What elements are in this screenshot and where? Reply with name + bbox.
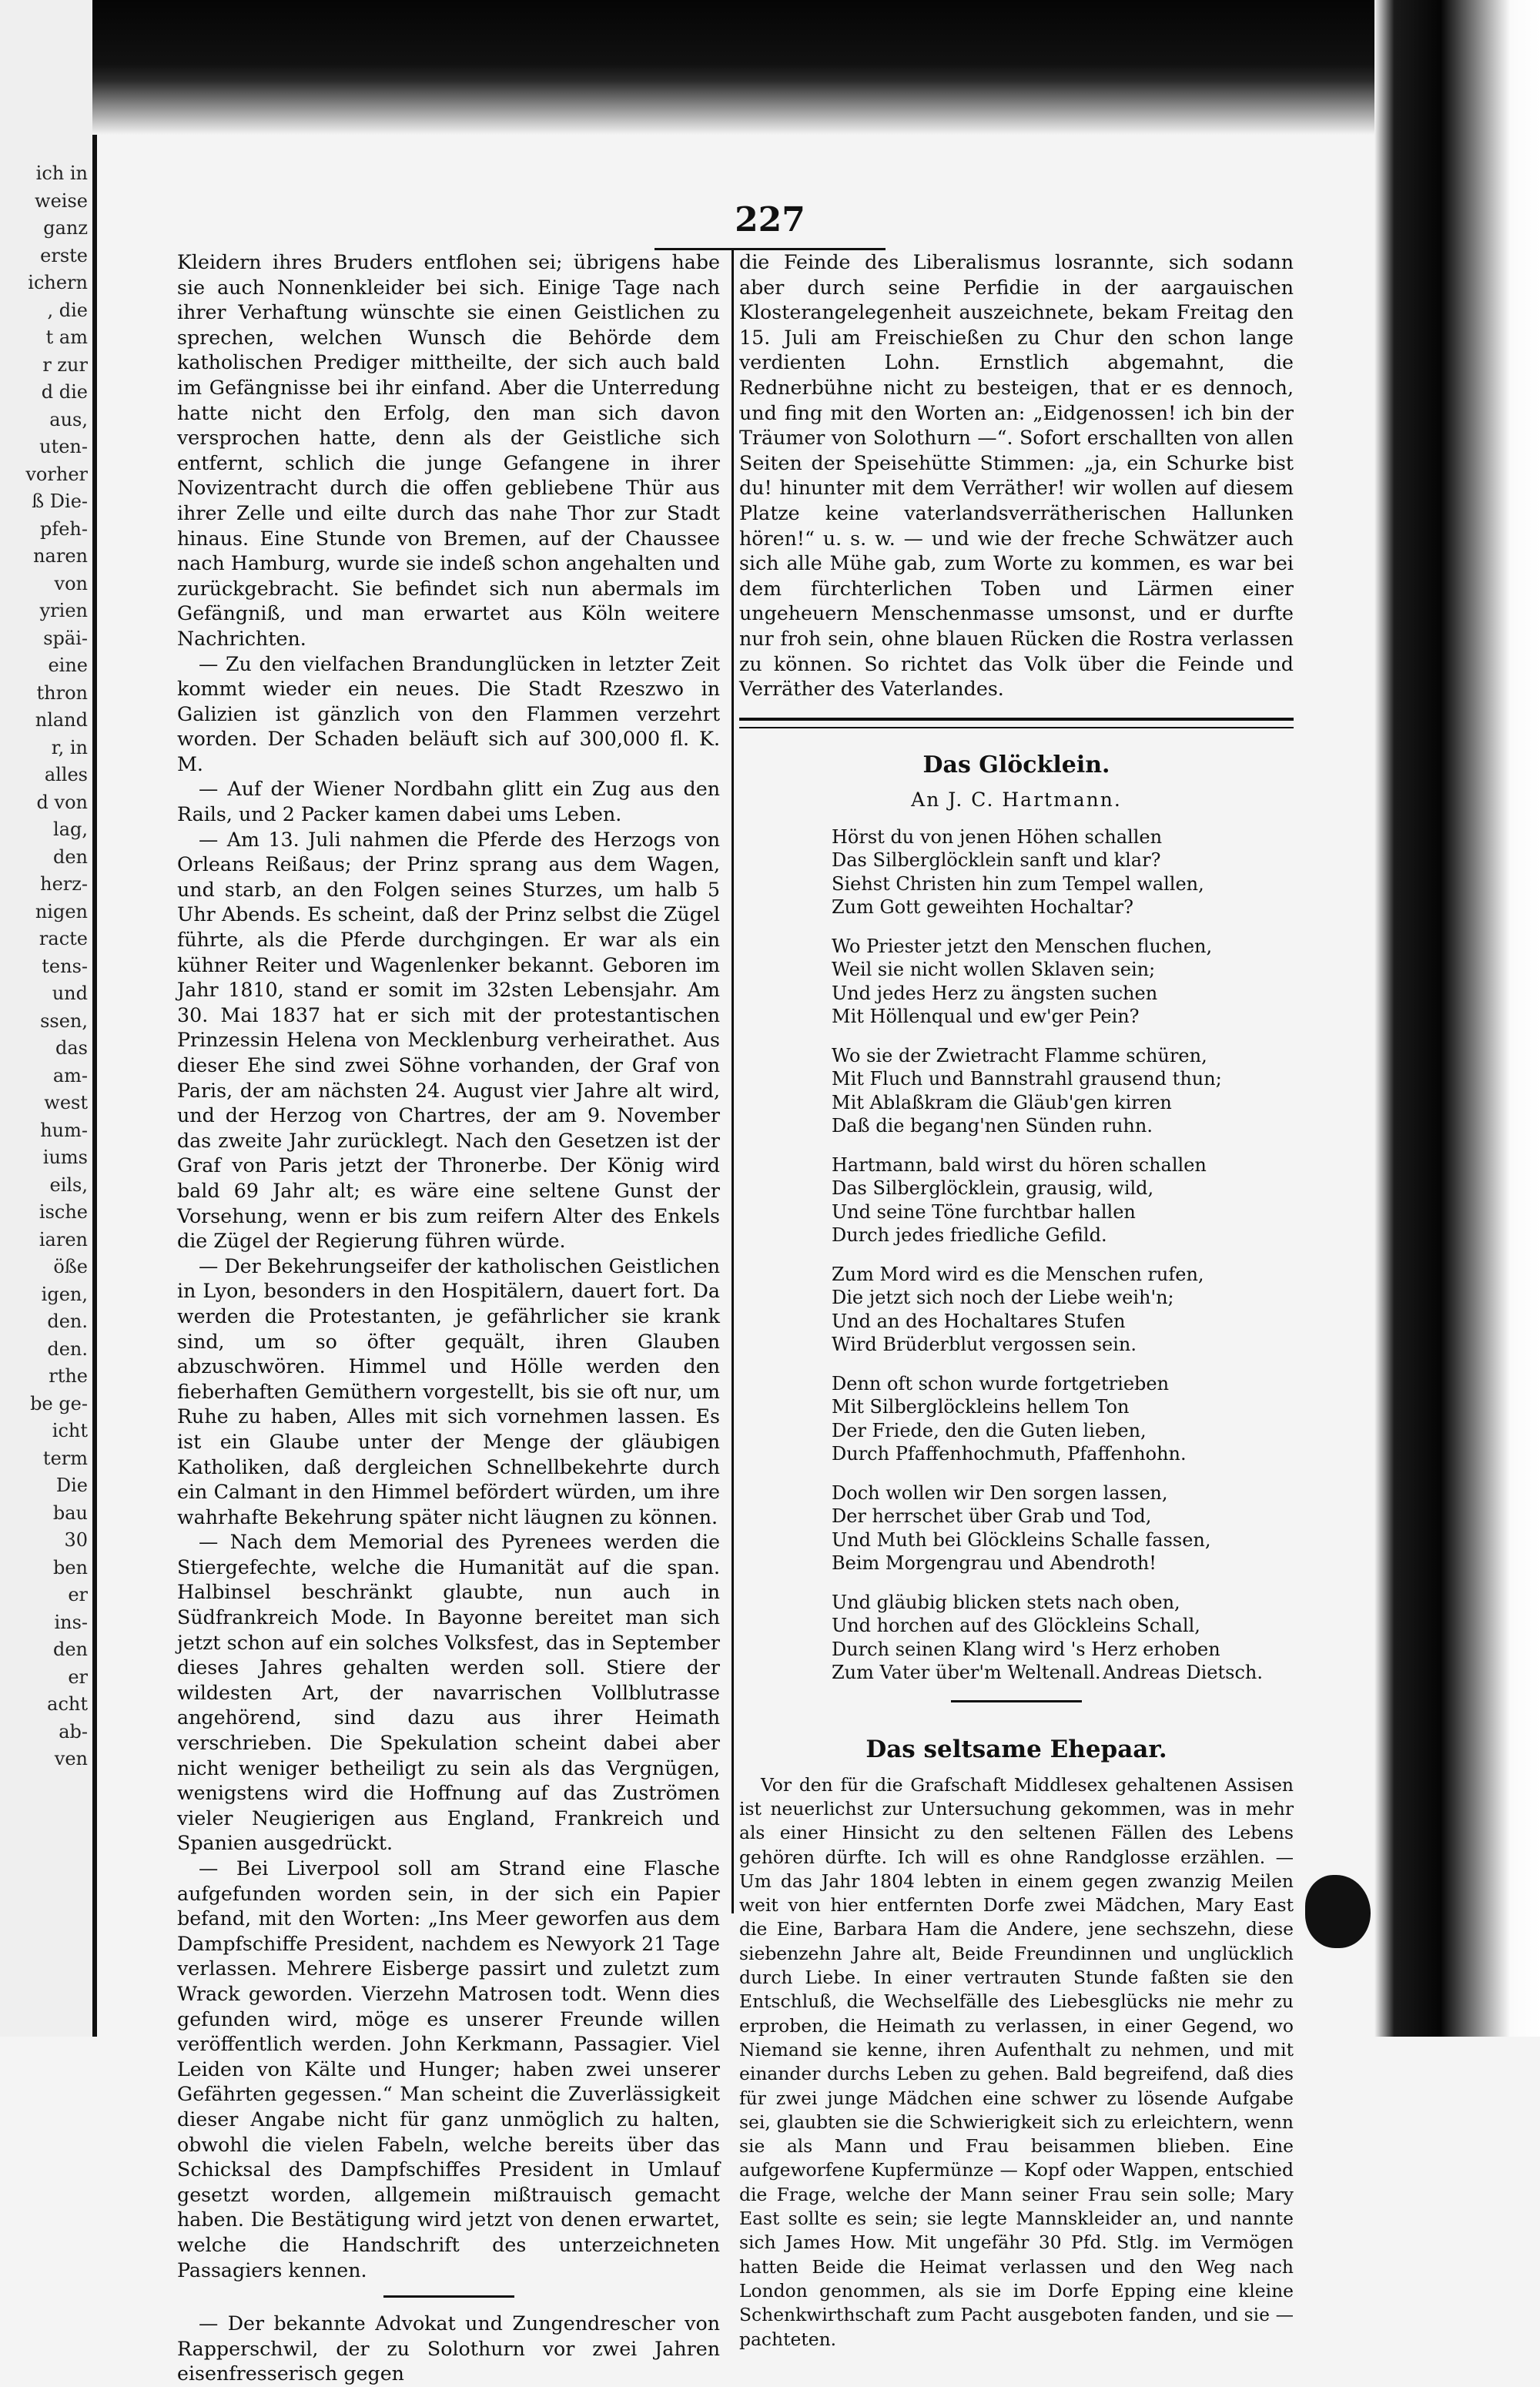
poem-line: Zum Vater über'm Weltenall.	[832, 1662, 1101, 1684]
margin-fragment: west	[44, 1092, 88, 1113]
margin-fragment: aus,	[49, 408, 88, 430]
poem-line: Und horchen auf des Glöckleins Schall,	[832, 1615, 1200, 1637]
margin-fragment: thron	[36, 681, 88, 704]
scan-top-shadow	[92, 0, 1540, 135]
poem-line: Zum Mord wird es die Menschen rufen,	[832, 1263, 1204, 1285]
margin-fragment: t am	[45, 326, 88, 348]
poem-body	[739, 825, 1294, 1638]
poem-line: Die jetzt sich noch der Liebe weih'n;	[832, 1287, 1174, 1309]
poem-line: Mit Höllenqual und ew'ger Pein?	[832, 1006, 1140, 1028]
poem-line: Mit Ablaßkram die Gläub'gen kirren	[832, 1091, 1172, 1113]
margin-fragment: den	[52, 1639, 88, 1660]
poem-line: Durch seinen Klang wird 's Herz erhoben	[832, 1638, 1220, 1660]
poem-closing-stanza	[832, 1638, 1294, 1685]
poem-line: Weil sie nicht wollen Sklaven sein;	[832, 959, 1156, 981]
margin-fragment: hum-	[40, 1119, 88, 1141]
right-column	[739, 250, 1294, 2352]
margin-fragment: den	[52, 845, 88, 868]
margin-fragment: 30	[64, 1529, 88, 1551]
poem-stanza	[832, 1372, 1294, 1466]
margin-fragment: herz-	[40, 873, 88, 895]
poem-line: Daß die begang'nen Sünden ruhn.	[832, 1115, 1153, 1137]
margin-fragment: ven	[54, 1748, 88, 1769]
margin-fragment: späi-	[43, 627, 88, 649]
scan-right-edge	[1374, 0, 1540, 2037]
section-divider	[951, 1700, 1082, 1702]
margin-fragment: , die	[47, 299, 88, 321]
margin-fragment: er	[68, 1666, 88, 1688]
newspaper-page	[116, 135, 1371, 2385]
margin-fragment: ichern	[28, 272, 88, 293]
poem-stanza	[832, 1153, 1294, 1247]
page-number: 227	[735, 200, 805, 239]
margin-fragment: alles	[44, 764, 88, 785]
poem-line: Und seine Töne furchtbar hallen	[832, 1200, 1136, 1223]
poem-line: Das Silberglöcklein sanft und klar?	[832, 849, 1161, 872]
margin-fragment: weise	[35, 189, 88, 212]
margin-fragment: nigen	[35, 900, 88, 922]
margin-fragment: ische	[38, 1201, 88, 1223]
poem-line: Mit Fluch und Bannstrahl grausend thun;	[832, 1068, 1222, 1090]
margin-fragment: ß Die-	[32, 490, 88, 512]
article-paragraph: die Feinde des Liberalismus losrannte, sich sodann aber durch seine Perfidie in der aargauischen Klosterangelegenheit auszeichnete, bekam Freitag den 15. Juli am Freischießen zu Chur den schon lange verdienten Lohn. Ernstlich abgemahnt, die Rednerbühne nicht zu besteigen, that er es dennoch, und fing mit den Worten an: „Eidgenossen! ich bin der Träumer von Solothurn —“. Sofort erschallten von allen Seiten der Speisehütte Stimmen: „ja, ein Schurke bist du! hinunter mit dem Verräther! wir wollen auf diesem Platze keine vaterlandsverrätherischen Hallunken hören!“ u. s. w. — und wie der freche Schwätzer auch sich alle Mühe gab, zum Worte zu kommen, es war bei dem fürchterlichen Toben und Lärmen einer ungeheuern Menschenmasse umsonst, und er durfte nur froh sein, ohne blauen Rücken die Rostra verlassen zu können. So richtet das Volk über die Feinde und Verräther des Vaterlandes.	[739, 251, 1294, 701]
article-paragraph: — Nach dem Memorial des Pyrenees werden die Stiergefechte, welche die Humanität auf die span. Halbinsel beschränkt glaubte, nun auch in Südfrankreich Mode. In Bayonne bereitet man sich jetzt schon auf ein solches Volksfest, das in September dieses Jahres gehalten werden soll. Stiere der wildesten Art, der navarrischen Vollblutrasse angehörend, sind dazu aus ihrer Heimath verschrieben. Die Spekulation scheint dabei aber nicht weniger betheiligt zu sein als das Vergnügen, wenigstens wird die Hoffnung auf das Zuströmen vieler Neugierigen aus England, Frankreich und Spanien ausgedrückt.	[177, 1531, 720, 1855]
poem-line: Der Friede, den die Guten lieben,	[832, 1419, 1147, 1441]
story-body	[739, 1773, 1294, 2352]
section-divider	[383, 2295, 514, 2298]
section-divider	[739, 718, 1294, 728]
article-paragraph: — Der Bekehrungseifer der katholischen Geistlichen in Lyon, besonders in den Hospitälern, dauert fort. Da werden die Protestanten, je gefährlicher sie krank sind, um so öfter gequält, ihren Glauben abzuschwören. Himmel und Hölle werden den fieberhaften Gemüthern vorgestellt, bis sie oft nur, um Ruhe zu haben, Alles mit sich vornehmen lassen. Es ist ein Glaube unter der Menge der gläubigen Katholiken, daß dergleichen Schnellbekehrte durch ein Calmant in den Himmel befördert würden, um ihre wahrhafte Bekehrung später nicht läugnen zu können.	[177, 1254, 720, 1528]
poem-line: Beim Morgengrau und Abendroth!	[832, 1552, 1157, 1575]
poem-line: Durch Pfaffenhochmuth, Pfaffenhohn.	[832, 1443, 1187, 1465]
poem-line: Mit Silberglöckleins hellem Ton	[832, 1396, 1130, 1418]
margin-fragment: term	[42, 1447, 88, 1469]
margin-fragment: yrien	[39, 600, 88, 621]
poem-line: Durch jedes friedliche Gefild.	[832, 1224, 1107, 1247]
margin-fragment: ssen,	[40, 1009, 88, 1032]
margin-fragment: öße	[53, 1256, 88, 1277]
poem-line: Denn oft schon wurde fortgetrieben	[832, 1372, 1170, 1394]
poem-line: Und an des Hochaltares Stufen	[832, 1310, 1126, 1332]
poem-last-line	[832, 1661, 1263, 1685]
margin-fragment: tens-	[42, 955, 88, 977]
poem-stanza	[832, 1591, 1294, 1638]
article-paragraph: Vor den für die Grafschaft Middlesex gehaltenen Assisen ist neuerlichst zur Untersuchung gekommen, was in mehr als einer Hinsicht zu den seltenen Fällen des Lebens gehören dürfte. Ich will es ohne Randglosse erzählen. — Um das Jahr 1804 lebten in einem gegen zwanzig Meilen weit von hier entfernten Dorfe zwei Mädchen, Mary East die Eine, Barbara Ham die Andere, jene sechszehn, diese siebenzehn Jahre alt, Beide Freundinnen und unglücklich durch Liebe. In einer vertrauten Stunde faßten sie den Entschluß, die Wechselfälle des Liebesglücks nie mehr zu erproben, die Heimath zu verlassen, in einer Gegend, wo Niemand sie kenne, ihren Aufenthalt zu nehmen, und mit einander durchs Leben zu gehen. Bald begreifend, daß dies für zwei junge Mädchen eine schwer zu lösende Aufgabe sei, glaubten sie die Schwierigkeit sich zu erleichtern, wenn sie als Mann und Frau beisammen blieben. Eine aufgeworfene Kupfermünze — Kopf oder Wappen, entschied die Frage, welche der Mann seiner Frau sein solle; Mary East sollte es sein; sie legte Mannskleider an, und nannte sich James How. Mit ungefähr 30 Pfd. Stlg. im Vermögen hatten Beide die Heimat verlassen und den Weg nach London genommen, als sie im Dorfe Epping eine kleine Schenkwirthschaft zum Pacht ausgeboten fanden, und sie — pachteten.	[739, 1773, 1294, 2350]
poem-stanza	[832, 1263, 1294, 1357]
article-paragraph: — Bei Liverpool soll am Strand eine Flasche aufgefunden worden sein, in der sich ein Papier befand, mit den Worten: „Ins Meer geworfen aus dem Dampfschiffe President, nachdem es Newyork 21 Tage verlassen. Mehrere Eisberge passirt und zuletzt zum Wrack geworden. Vierzehn Matrosen todt. Wenn dies gefunden wird, möge es unserer Freunde willen veröffentlich werden. John Kerkmann, Passagier. Viel Leiden von Kälte und Hunger; haben zwei unserer Gefährten gegessen.“ Man scheint die Zuverlässigkeit dieser Angabe nicht für ganz unmöglich zu halten, obwohl die vielen Fabeln, welche bereits über das Schicksal des Dampfschiffes President in Umlauf gesetzt worden, allgemein mißtrauisch gemacht haben. Die Bestätigung wird jetzt von denen erwartet, welche die Handschrift des unterzeichneten Passagiers kennen.	[177, 1857, 720, 2282]
poem-author: Andreas Dietsch.	[1103, 1662, 1263, 1684]
margin-fragment: nland	[35, 709, 88, 731]
poem-line: Und gläubig blicken stets nach oben,	[832, 1591, 1180, 1613]
article-paragraph: — Der bekannte Advokat und Zungendrescher von Rapperschwil, der zu Solothurn vor zwei Jahren eisenfresserisch gegen	[177, 2312, 720, 2385]
margin-fragment: ins-	[54, 1611, 88, 1633]
margin-fragment: ganz	[43, 217, 88, 239]
article-paragraph: — Am 13. Juli nahmen die Pferde des Herzogs von Orleans Reißaus; der Prinz sprang aus dem Wagen, und starb, an den Folgen seines Sturzes, um halb 5 Uhr Abends. Es scheint, daß der Prinz selbst die Zügel führte, als die Pferde durchgingen. Er war als ein kühner Reiter und Wagenlenker bekannt. Geboren im Jahr 1810, stand er somit im 32sten Lebensjahr. Am 30. Mai 1837 hat er sich mit der protestantischen Prinzessin Helena von Mecklenburg verheirathet. Aus dieser Ehe sind zwei Söhne vorhanden, der Graf von Paris, der am nächsten 24. August vier Jahre alt wird, und der Herzog von Chartres, der am 9. November das zweite Jahr zurücklegt. Nach den Gesetzen ist der Graf von Paris jetzt der Thronerbe. Der König wird bald 69 Jahr alt; es wäre eine seltene Gunst der Vorsehung, wenn er bis zum reifern Alter des Enkels die Zügel der Regierung führen würde.	[177, 828, 720, 1253]
poem-line: Zum Gott geweihten Hochaltar?	[832, 896, 1133, 919]
margin-fragment: rthe	[49, 1365, 88, 1387]
poem-line: Wird Brüderblut vergossen sein.	[832, 1334, 1137, 1356]
margin-fragment: er	[68, 1584, 88, 1605]
margin-fragment: das	[55, 1037, 88, 1059]
column-divider	[732, 250, 734, 1913]
margin-fragment: naren	[33, 545, 88, 567]
poem-stanza	[832, 935, 1294, 1029]
margin-fragment: lag,	[53, 819, 88, 840]
poem-line: Und jedes Herz zu ängsten suchen	[832, 982, 1158, 1004]
margin-fragment: acht	[47, 1693, 88, 1715]
margin-fragment: iums	[42, 1147, 88, 1168]
margin-fragment: iaren	[38, 1228, 88, 1250]
poem-line: Wo sie der Zwietracht Flamme schüren,	[832, 1044, 1207, 1066]
poem-line: Wo Priester jetzt den Menschen fluchen,	[832, 935, 1213, 957]
margin-fragment: bau	[52, 1502, 88, 1524]
poem-stanza	[832, 1481, 1294, 1575]
margin-fragment: r zur	[42, 353, 88, 376]
article-paragraph: — Zu den vielfachen Brandunglücken in letzter Zeit kommt wieder ein neues. Die Stadt Rzeszwo in Galizien ist gänzlich von den Flammen verzehrt worden. Der Schaden beläuft sich auf 300,000 fl. K. M.	[177, 652, 720, 775]
left-column	[177, 250, 720, 2387]
margin-fragment: be ge-	[30, 1392, 88, 1414]
margin-fragment: r, in	[51, 736, 88, 758]
article-paragraph: — Auf der Wiener Nordbahn glitt ein Zug aus den Rails, und 2 Packer kamen dabei ums Leben.	[177, 778, 720, 826]
poem-line: Siehst Christen hin zum Tempel wallen,	[832, 872, 1204, 895]
poem-stanza	[832, 825, 1294, 919]
article-paragraph: Kleidern ihres Bruders entflohen sei; übrigens habe sie auch Nonnenkleider bei sich. Einige Tage nach ihrer Verhaftung wünschte sie einen Geistlichen zu sprechen, welchen Wunsch die Behörde dem katholischen Prediger mittheilte, der sich auch bald im Gefängnisse bei ihr einfand. Aber die Unterredung hatte nicht den Erfolg, den man sich davon versprochen hatte, denn als der Geistliche sich entfernt, schlich die junge Gefangene in ihrer Novizentracht durch die offen gebliebene Thür aus ihrer Zelle und eilte durch das nahe Thor zur Stadt hinaus. Eine Stunde von Bremen, auf der Chaussee nach Hamburg, wurde sie indeß schon angehalten und zurückgebracht. Sie befindet sich nun abermals im Gefängniß, und man erwartet aus Köln weitere Nachrichten.	[177, 251, 720, 650]
poem-line: Doch wollen wir Den sorgen lassen,	[832, 1481, 1168, 1504]
margin-fragment: und	[52, 983, 88, 1004]
margin-fragment: ben	[52, 1556, 88, 1578]
poem-line: Das Silberglöcklein, grausig, wild,	[832, 1177, 1154, 1200]
poem-line: Hörst du von jenen Höhen schallen	[832, 825, 1163, 848]
poem-line: Der herrschet über Grab und Tod,	[832, 1505, 1152, 1528]
margin-fragment: ab-	[59, 1720, 88, 1743]
margin-fragment: ich in	[35, 162, 88, 184]
poem-line: Hartmann, bald wirst du hören schallen	[832, 1153, 1207, 1176]
poem-dedication: An J. C. Hartmann.	[911, 788, 1122, 811]
margin-fragment: pfeh-	[39, 517, 88, 540]
margin-fragment: von	[54, 572, 88, 594]
margin-fragment: am-	[52, 1064, 88, 1086]
margin-fragment: d die	[41, 381, 88, 403]
poem-stanza	[832, 1044, 1294, 1138]
margin-fragment: racte	[38, 928, 88, 949]
margin-fragment: eils,	[49, 1173, 88, 1196]
poem-line: Und Muth bei Glöckleins Schalle fassen,	[832, 1528, 1211, 1551]
poem-title: Das Glöcklein.	[922, 751, 1110, 778]
margin-fragment: den.	[47, 1311, 88, 1332]
margin-fragment: vorher	[25, 463, 88, 485]
margin-fragment: erste	[40, 244, 88, 266]
margin-fragment: uten-	[39, 436, 88, 457]
margin-fragment: d von	[36, 791, 88, 813]
adjacent-page-edge	[0, 0, 97, 2037]
margin-fragment: icht	[52, 1420, 88, 1441]
margin-fragment: Die	[55, 1475, 88, 1496]
margin-fragment: eine	[48, 654, 88, 676]
story-title: Das seltsame Ehepaar.	[865, 1735, 1167, 1763]
margin-fragment: igen,	[41, 1283, 88, 1305]
margin-fragment: den.	[47, 1337, 88, 1360]
